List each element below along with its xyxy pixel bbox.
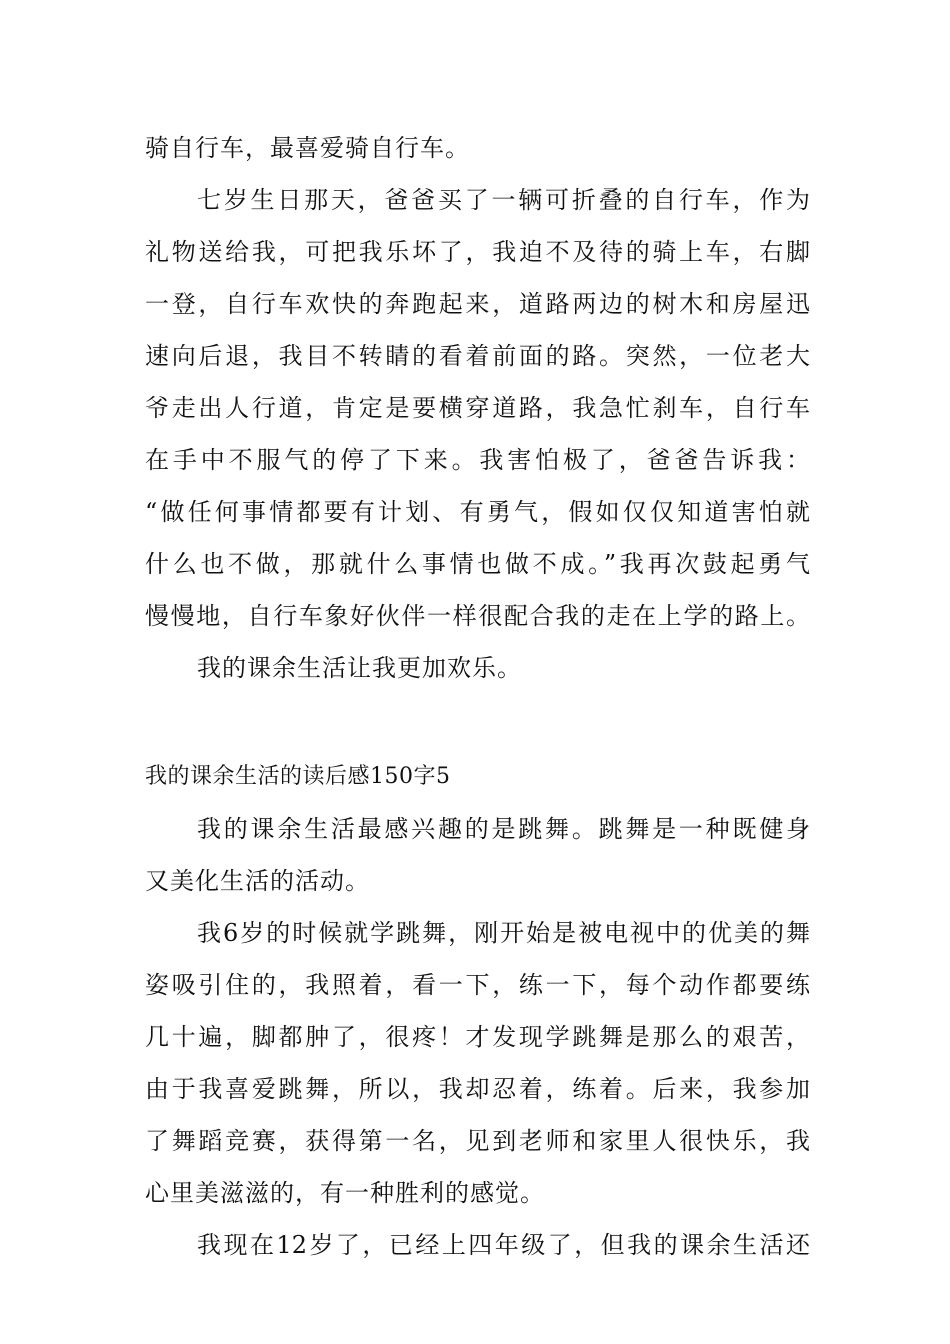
paragraph-line: 礼物送给我，可把我乐坏了，我迫不及待的骑上车，右脚 [145, 238, 810, 266]
paragraph-line: 慢慢地，自行车象好伙伴一样很配合我的走在上学的路上。 [145, 602, 810, 630]
paragraph-line: 我6岁的时候就学跳舞，刚开始是被电视中的优美的舞 [197, 919, 810, 947]
paragraph-line: 几十遍，脚都肿了，很疼！才发现学跳舞是那么的艰苦， [145, 1023, 810, 1051]
paragraph-line: 在手中不服气的停了下来。我害怕极了，爸爸告诉我： [145, 446, 810, 474]
paragraph-line: 我现在12岁了，已经上四年级了，但我的课余生活还 [197, 1231, 810, 1259]
paragraph-line: 爷走出人行道，肯定是要横穿道路，我急忙刹车，自行车 [145, 394, 810, 422]
paragraph-line: 由于我喜爱跳舞，所以，我却忍着，练着。后来，我参加 [145, 1075, 810, 1103]
paragraph-line: 一登，自行车欢快的奔跑起来，道路两边的树木和房屋迅 [145, 290, 810, 318]
paragraph-line: 了舞蹈竞赛，获得第一名，见到老师和家里人很快乐，我 [145, 1127, 810, 1155]
paragraph-line: 心里美滋滋的，有一种胜利的感觉。 [145, 1179, 545, 1207]
section-title: 我的课余生活的读后感150字5 [145, 764, 451, 789]
paragraph-line: “做任何事情都要有计划、有勇气，假如仅仅知道害怕就 [145, 498, 810, 526]
paragraph-line: 我的课余生活让我更加欢乐。 [197, 654, 522, 682]
paragraph-line: 又美化生活的活动。 [145, 867, 370, 895]
paragraph-line: 姿吸引住的，我照着，看一下，练一下，每个动作都要练 [145, 971, 810, 999]
paragraph-line: 什么也不做，那就什么事情也做不成。”我再次鼓起勇气 [145, 550, 810, 578]
paragraph-line: 我的课余生活最感兴趣的是跳舞。跳舞是一种既健身 [197, 815, 810, 843]
paragraph-line: 骑自行车，最喜爱骑自行车。 [145, 134, 470, 162]
paragraph-line: 七岁生日那天，爸爸买了一辆可折叠的自行车，作为 [197, 186, 810, 214]
paragraph-line: 速向后退，我目不转睛的看着前面的路。突然，一位老大 [145, 342, 810, 370]
